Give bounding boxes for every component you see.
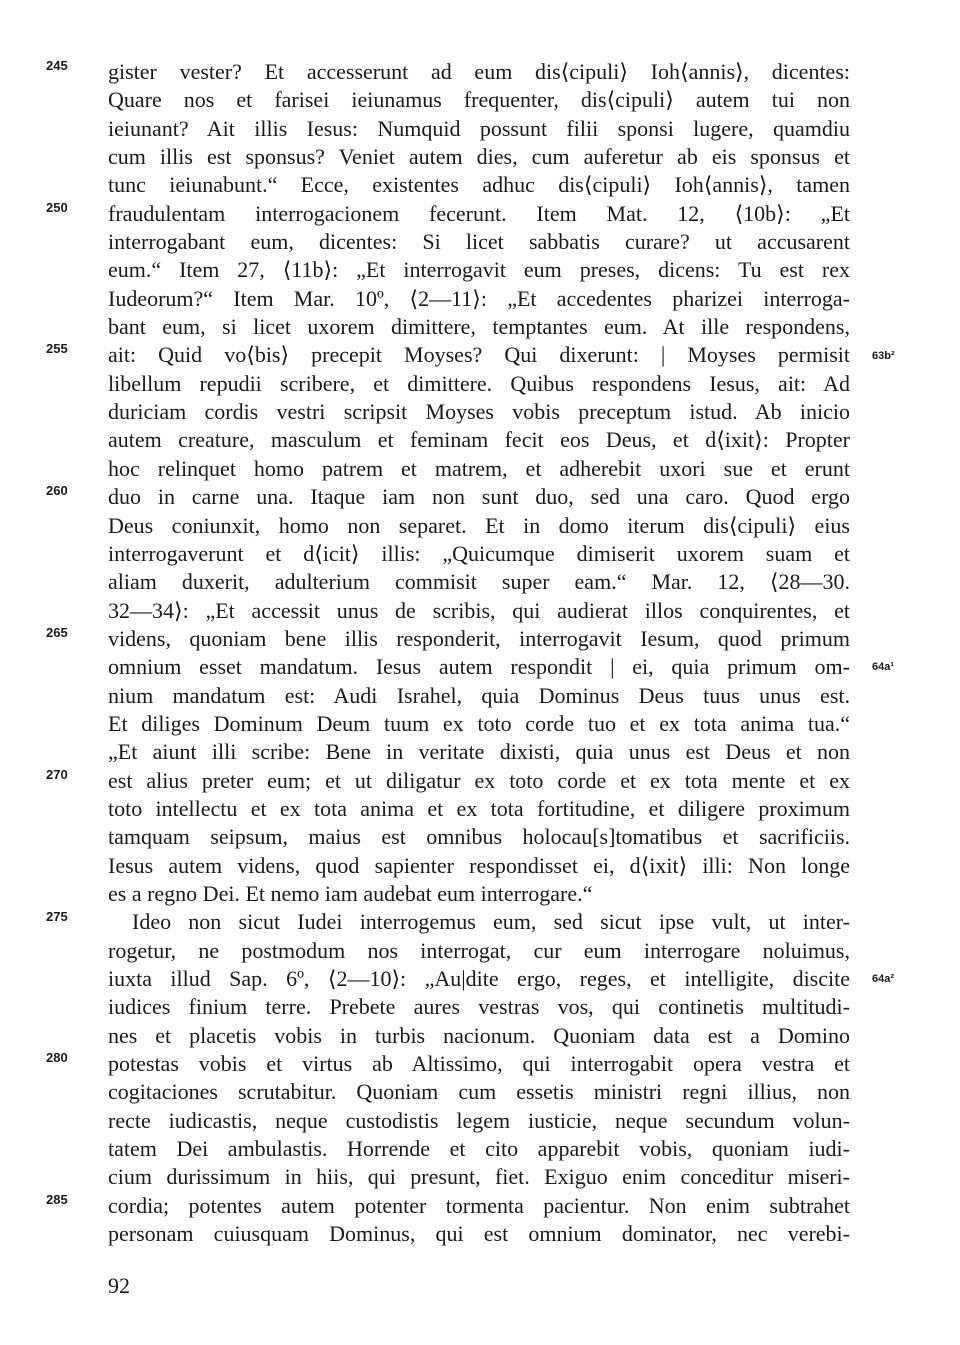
text-line: bant eum, si licet uxorem dimittere, temptantes eum. At ille respondens, bbox=[108, 314, 850, 340]
text-line: rogetur, ne postmodum nos interrogat, cur eum interrogare noluimus, bbox=[108, 937, 850, 963]
text-line: 32—34⟩: „Et accessit unus de scribis, qui audierat illos conquirentes, et bbox=[108, 597, 850, 623]
text-line: cum illis est sponsus? Veniet autem dies, cum auferetur ab eis sponsus et bbox=[108, 144, 850, 170]
line-number: 255 bbox=[46, 341, 68, 356]
line-number: 275 bbox=[46, 909, 68, 924]
line-number: 260 bbox=[46, 483, 68, 498]
text-line: duo in carne una. Itaque iam non sunt duo, sed una caro. Quod ergo bbox=[108, 484, 850, 510]
text-line: autem creature, masculum et feminam fecit eos Deus, et d⟨ixit⟩: Propter bbox=[108, 427, 850, 453]
text-line: omnium esset mandatum. Iesus autem respondit | ei, quia primum om- bbox=[108, 654, 850, 680]
text-line: iuxta illud Sap. 6º, ⟨2—10⟩: „Au|dite ergo, reges, et intelligite, discite bbox=[108, 966, 850, 991]
text-line: personam cuiusquam Dominus, qui est omnium dominator, nec verebi- bbox=[108, 1221, 850, 1247]
main-text bbox=[108, 58, 850, 1248]
text-line: est alius preter eum; et ut diligatur ex toto corde et ex tota mente et ex bbox=[108, 767, 850, 793]
text-line: Deus coniunxit, homo non separet. Et in domo iterum dis⟨cipuli⟩ eius bbox=[108, 512, 850, 538]
text-line: videns, quoniam bene illis responderit, interrogavit Iesum, quod primum bbox=[108, 625, 850, 651]
text-line: interrogaverunt et d⟨icit⟩ illis: „Quicumque dimiserit uxorem suam et bbox=[108, 540, 850, 566]
folio-mark: 63b² bbox=[872, 350, 895, 362]
text-line: aliam duxerit, adulterium commisit super eam.“ Mar. 12, ⟨28—30. bbox=[108, 569, 850, 595]
text-line: hoc relinquet homo patrem et matrem, et adherebit uxori sue et erunt bbox=[108, 455, 850, 481]
text-line: ait: Quid vo⟨bis⟩ precepit Moyses? Qui dixerunt: | Moyses permisit bbox=[108, 342, 850, 368]
text-line: cium durissimum in hiis, qui presunt, fiet. Exiguo enim conceditur miseri- bbox=[108, 1164, 850, 1190]
line-number: 250 bbox=[46, 200, 68, 215]
text-line: cogitaciones scrutabitur. Quoniam cum essetis ministri regni illius, non bbox=[108, 1079, 850, 1105]
text-line: tatem Dei ambulastis. Horrende et cito apparebit vobis, quoniam iudi- bbox=[108, 1136, 850, 1162]
line-number: 265 bbox=[46, 625, 68, 640]
text-line: es a regno Dei. Et nemo iam audebat eum interrogare.“ bbox=[108, 880, 593, 906]
text-line: interrogabant eum, dicentes: Si licet sabbatis curare? ut accusarent bbox=[108, 229, 850, 255]
text-line: eum.“ Item 27, ⟨11b⟩: „Et interrogavit eum preses, dicens: Tu est rex bbox=[108, 257, 850, 283]
page-number: 92 bbox=[108, 1273, 130, 1298]
folio-mark: 64a² bbox=[872, 973, 895, 985]
text-line: „Et aiunt illi scribe: Bene in veritate dixisti, quia unus est Deus et non bbox=[108, 739, 850, 765]
text-line: Iudeorum?“ Item Mar. 10º, ⟨2—11⟩: „Et accedentes pharizei interroga- bbox=[108, 285, 850, 311]
text-line: nes et placetis vobis in turbis nacionum. Quoniam data est a Domino bbox=[108, 1022, 850, 1048]
text-line: potestas vobis et virtus ab Altissimo, qui interrogabit opera vestra et bbox=[108, 1051, 850, 1077]
text-line: cordia; potentes autem potenter tormenta pacientur. Non enim subtrahet bbox=[108, 1192, 850, 1218]
line-number: 280 bbox=[46, 1050, 68, 1065]
text-line: ieiunant? Ait illis Iesus: Numquid possunt filii sponsi lugere, quamdiu bbox=[108, 115, 850, 141]
line-number: 270 bbox=[46, 767, 68, 782]
line-number: 245 bbox=[46, 58, 68, 73]
text-line: Ideo non sicut Iudei interrogemus eum, sed sicut ipse vult, ut inter- bbox=[132, 909, 850, 935]
text-line: tunc ieiunabunt.“ Ecce, existentes adhuc dis⟨cipuli⟩ Ioh⟨annis⟩, tamen bbox=[108, 172, 850, 198]
line-number: 285 bbox=[46, 1192, 68, 1207]
text-line: libellum repudii scribere, et dimittere. Quibus respondens Iesus, ait: Ad bbox=[108, 370, 850, 396]
text-line: nium mandatum est: Audi Israhel, quia Dominus Deus tuus unus est. bbox=[108, 682, 850, 708]
text-line: duriciam cordis vestri scripsit Moyses vobis preceptum istud. Ab inicio bbox=[108, 399, 850, 425]
folio-mark: 64a¹ bbox=[872, 661, 895, 673]
text-line: tamquam seipsum, maius est omnibus holocau[s]tomatibus et sacrificiis. bbox=[108, 824, 850, 850]
text-line: toto intellectu et ex tota anima et ex tota fortitudine, et diligere proximum bbox=[108, 795, 850, 821]
text-line: Et diliges Dominum Deum tuum ex toto corde tuo et ex tota anima tua.“ bbox=[108, 710, 850, 736]
text-line: gister vester? Et accesserunt ad eum dis⟨cipuli⟩ Ioh⟨annis⟩, dicentes: bbox=[108, 59, 850, 84]
text-line: iudices finium terre. Prebete aures vestras vos, qui continetis multitudi- bbox=[108, 994, 850, 1020]
text-line: Iesus autem videns, quod sapienter respondisset ei, d⟨ixit⟩ illi: Non longe bbox=[108, 852, 850, 878]
text-line: recte iudicastis, neque custodistis legem iusticie, neque secundum volun- bbox=[108, 1107, 850, 1133]
text-line: Quare nos et farisei ieiunamus frequenter, dis⟨cipuli⟩ autem tui non bbox=[108, 87, 850, 113]
text-line: fraudulentam interrogacionem fecerunt. Item Mat. 12, ⟨10b⟩: „Et bbox=[108, 200, 850, 226]
